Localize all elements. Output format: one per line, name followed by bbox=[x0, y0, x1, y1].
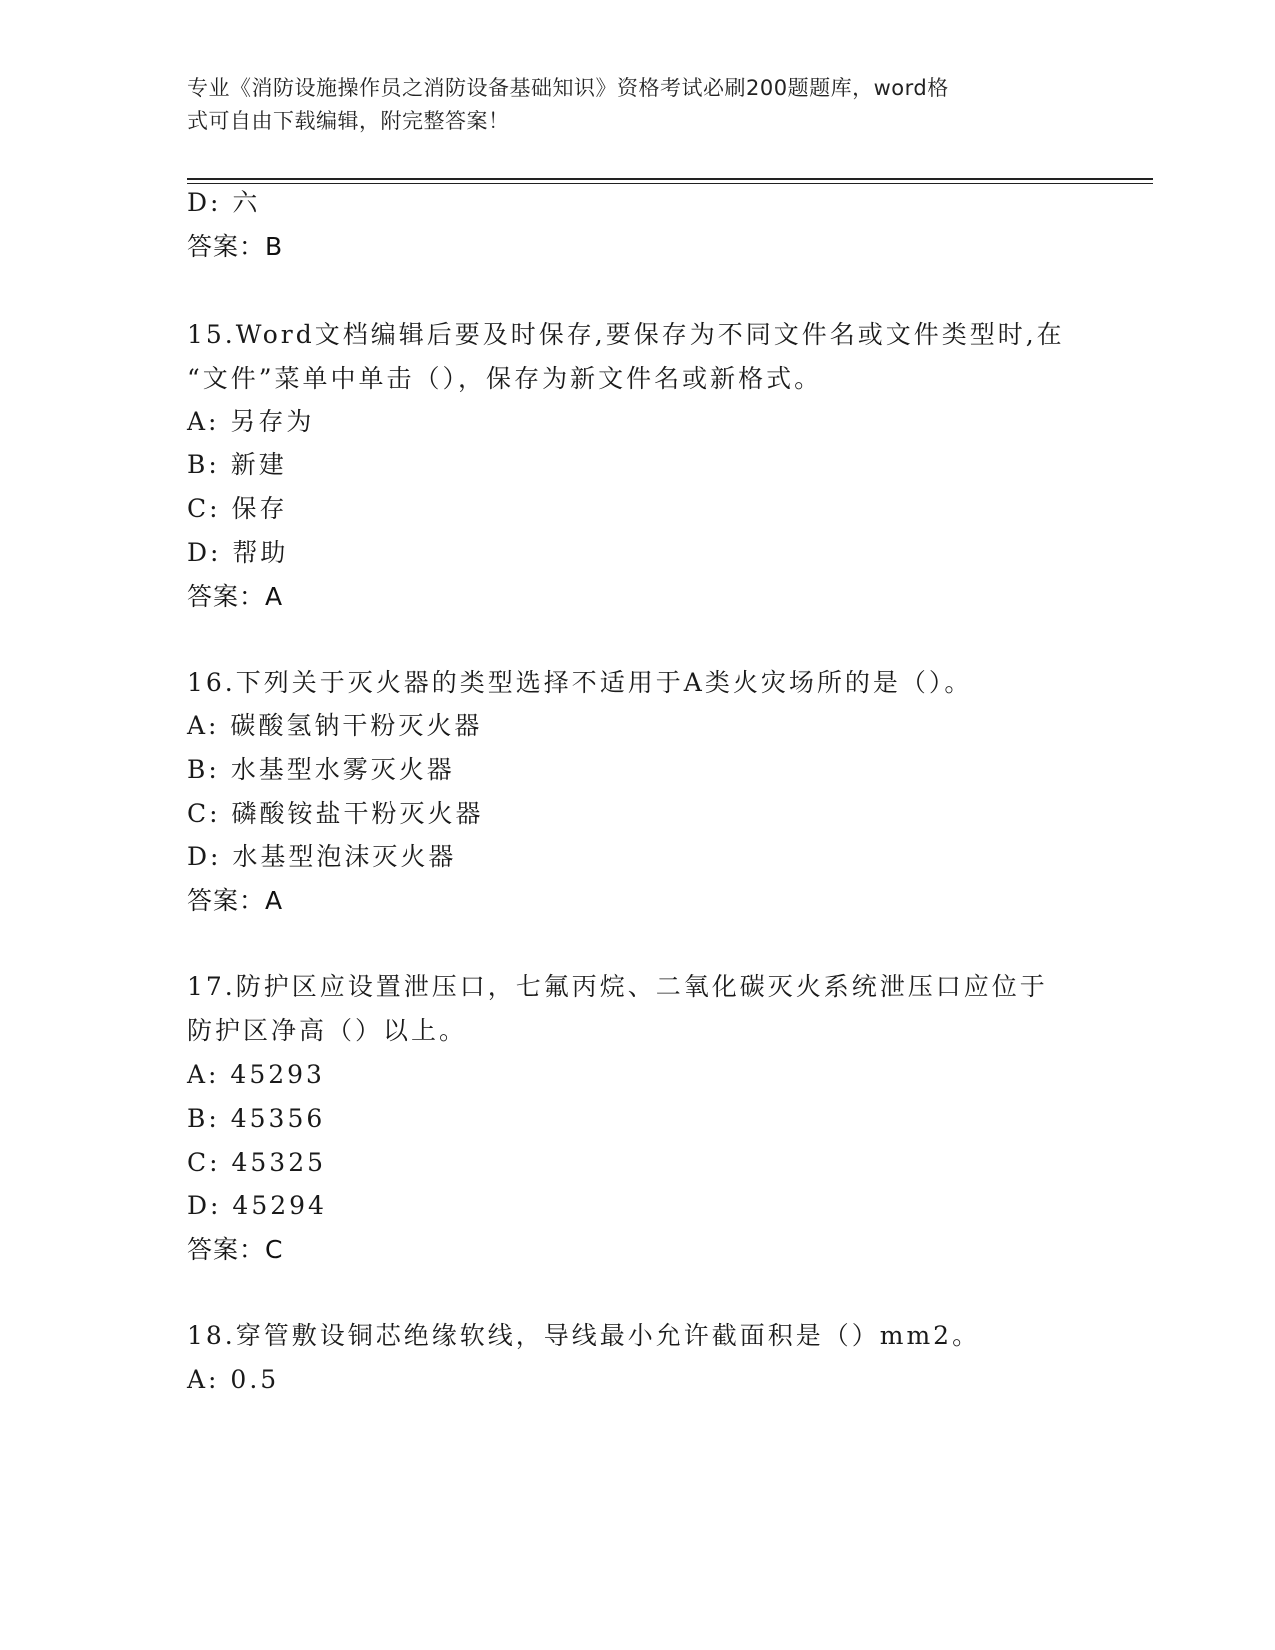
q15-option-a: A: 另存为 bbox=[187, 407, 315, 436]
q15-option-c: C: 保存 bbox=[187, 494, 288, 523]
q17-option-d: D: 45294 bbox=[187, 1191, 327, 1220]
q16-option-d: D: 水基型泡沫灭火器 bbox=[187, 842, 457, 871]
q17-option-b: B: 45356 bbox=[187, 1104, 326, 1133]
q15-option-b: B: 新建 bbox=[187, 450, 287, 479]
prev-answer: 答案：B bbox=[187, 232, 284, 261]
header-divider-thin bbox=[187, 183, 1153, 184]
q16-stem: 16.下列关于灭火器的类型选择不适用于A类火灾场所的是（）。 bbox=[187, 668, 973, 697]
q18-option-a: A: 0.5 bbox=[187, 1365, 280, 1394]
q16-answer: 答案：A bbox=[187, 886, 284, 915]
q17-stem-line-2: 防护区净高（）以上。 bbox=[187, 1016, 468, 1045]
q17-stem-line-1: 17.防护区应设置泄压口，七氟丙烷、二氧化碳灭火系统泄压口应位于 bbox=[187, 972, 1048, 1001]
q18-stem: 18.穿管敷设铜芯绝缘软线，导线最小允许截面积是（）mm2。 bbox=[187, 1321, 981, 1350]
q17-option-c: C: 45325 bbox=[187, 1148, 327, 1177]
q15-stem-line-1: 15.Word文档编辑后要及时保存,要保存为不同文件名或文件类型时,在 bbox=[187, 320, 1065, 349]
prev-option-d: D: 六 bbox=[187, 188, 261, 217]
document-header bbox=[187, 72, 1067, 138]
q17-option-a: A: 45293 bbox=[187, 1060, 325, 1089]
header-line-1: 专业《消防设施操作员之消防设备基础知识》资格考试必刷200题题库，word格 bbox=[187, 76, 949, 100]
q15-answer: 答案：A bbox=[187, 582, 284, 611]
q15-stem-line-2: “文件”菜单中单击（），保存为新文件名或新格式。 bbox=[187, 364, 823, 393]
header-divider-thick bbox=[187, 178, 1153, 180]
q15-option-d: D: 帮助 bbox=[187, 538, 289, 567]
q16-option-c: C: 磷酸铵盐干粉灭火器 bbox=[187, 799, 484, 828]
q17-answer: 答案：C bbox=[187, 1235, 284, 1264]
q16-option-a: A: 碳酸氢钠干粉灭火器 bbox=[187, 711, 483, 740]
q16-option-b: B: 水基型水雾灭火器 bbox=[187, 755, 455, 784]
header-line-2: 式可自由下载编辑，附完整答案！ bbox=[187, 109, 510, 133]
